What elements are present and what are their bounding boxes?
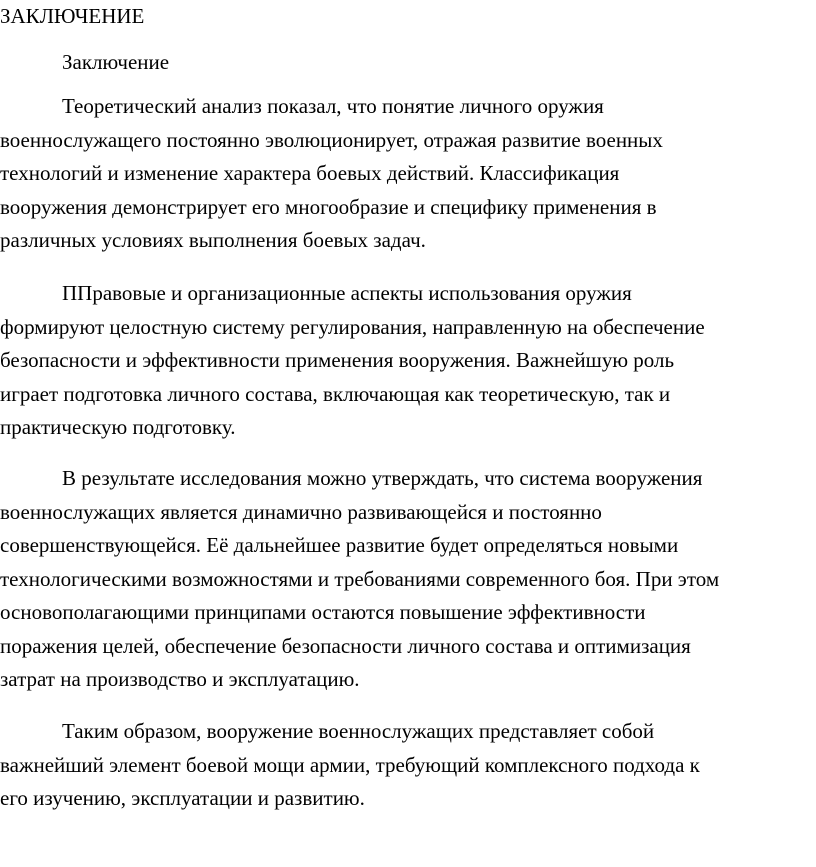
- document-subheading: Заключение: [62, 50, 170, 74]
- paragraph-line: играет подготовка личного состава, включающая как теоретическую, так и: [0, 381, 671, 406]
- paragraph-line: технологическими возможностями и требованиями современного боя. При этом: [0, 566, 720, 591]
- paragraph-4: [0, 715, 816, 816]
- document-heading: ЗАКЛЮЧЕНИЕ: [0, 4, 145, 28]
- paragraph-line: его изучению, эксплуатации и развитию.: [0, 786, 365, 810]
- paragraph-line: поражения целей, обеспечение безопасности личного состава и оптимизация: [0, 633, 691, 658]
- paragraph-line: военнослужащих является динамично развивающейся и постоянно: [0, 499, 602, 524]
- paragraph-line: формируют целостную систему регулирования, направленную на обеспечение: [0, 314, 705, 339]
- paragraph-line: Теоретический анализ показал, что понятие личного оружия: [62, 94, 604, 118]
- paragraph-line: затрат на производство и эксплуатацию.: [0, 667, 360, 691]
- paragraph-line: практическую подготовку.: [0, 415, 236, 439]
- paragraph-line: В результате исследования можно утверждать, что система вооружения: [62, 466, 703, 490]
- paragraph-line: ППравовые и организационные аспекты использования оружия: [62, 281, 632, 305]
- paragraph-line: вооружения демонстрирует его многообразие и специфику применения в: [0, 194, 657, 219]
- paragraph-line: основополагающими принципами остаются повышение эффективности: [0, 600, 646, 624]
- paragraph-line: технологий и изменение характера боевых действий. Классификация: [0, 161, 620, 185]
- paragraph-3: [0, 462, 816, 697]
- paragraph-2: [0, 277, 816, 445]
- paragraph-line: важнейший элемент боевой мощи армии, требующий комплексного подхода к: [0, 752, 700, 777]
- paragraph-line: Таким образом, вооружение военнослужащих представляет собой: [62, 719, 655, 743]
- paragraph-line: совершенствующейся. Её дальнейшее развитие будет определяться новыми: [0, 533, 679, 557]
- paragraph-1: [0, 90, 816, 258]
- paragraph-line: военнослужащего постоянно эволюционирует, отражая развитие военных: [0, 127, 663, 152]
- paragraph-line: безопасности и эффективности применения вооружения. Важнейшую роль: [0, 348, 675, 372]
- paragraph-line: различных условиях выполнения боевых задач.: [0, 228, 426, 252]
